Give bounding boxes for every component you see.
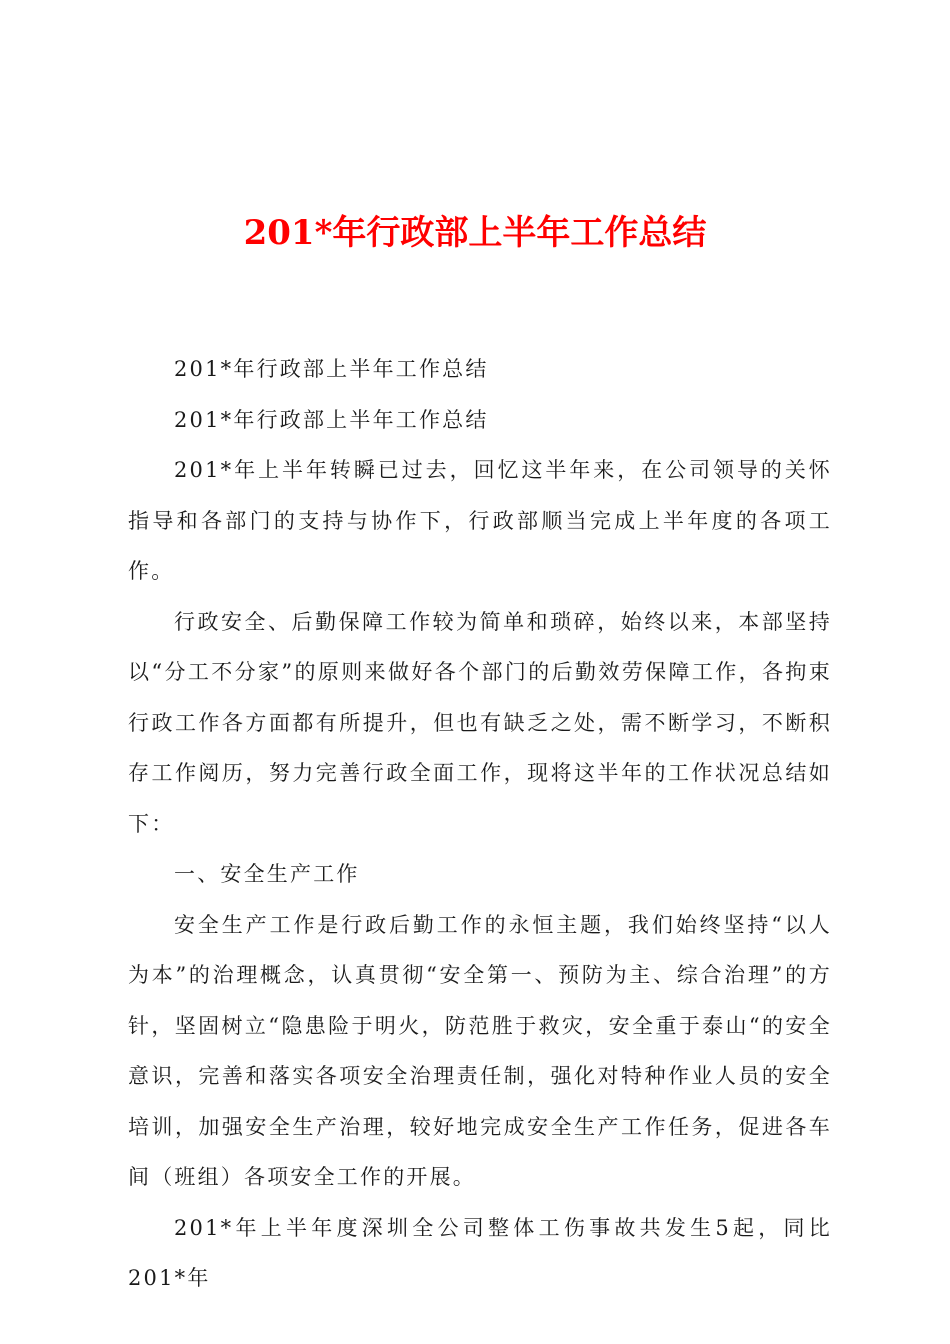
section-heading-safety: 一、安全生产工作 <box>174 862 360 886</box>
paragraph-intro: 201*年上半年转瞬已过去，回忆这半年来，在公司领导的关怀指导和各部门的支持与协作下，行政部顺当完成上半年度的各项工作。 <box>128 458 832 583</box>
document-body <box>128 344 832 1304</box>
paragraph-safety: 安全生产工作是行政后勤工作的永恒主题，我们始终坚持“以人为本”的治理概念，认真贯彻“安全第一、预防为主、综合治理”的方针，坚固树立“隐患险于明火，防范胜于救灾，安全重于泰山“的安全意识，完善和落实各项安全治理责任制，强化对特种作业人员的安全培训，加强安全生产治理，较好地完成安全生产工作任务，促进各车间（班组）各项安全工作的开展。 <box>128 912 832 1189</box>
paragraph-heading-repeat-2: 201*年行政部上半年工作总结 <box>174 407 489 432</box>
document-title: 201*年行政部上半年工作总结 <box>243 213 707 253</box>
paragraph-heading-repeat-1: 201*年行政部上半年工作总结 <box>174 357 489 381</box>
paragraph-accidents: 201*年上半年度深圳全公司整体工伤事故共发生5起，同比201*年 <box>128 1215 832 1290</box>
paragraph-logistics: 行政安全、后勤保障工作较为简单和琐碎，始终以来，本部坚持以“分工不分家”的原则来做好各个部门的后勤效劳保障工作，各拘束行政工作各方面都有所提升，但也有缺乏之处，需不断学习，不断积存工作阅历，努力完善行政全面工作，现将这半年的工作状况总结如下： <box>128 609 832 836</box>
